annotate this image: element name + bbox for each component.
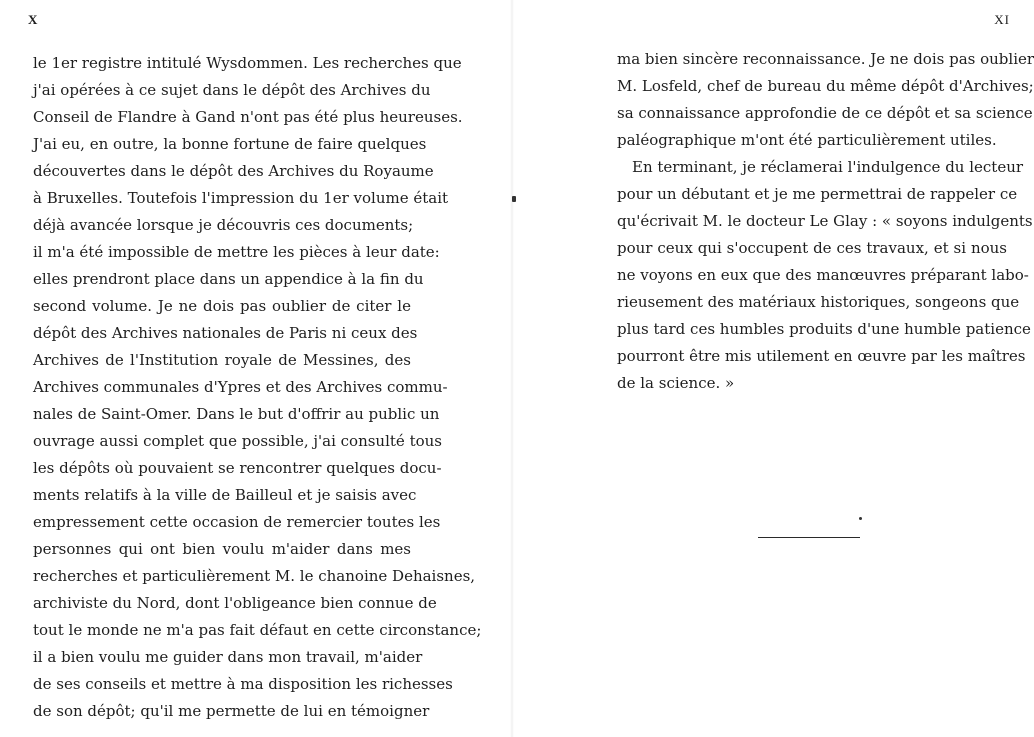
left-page-text (33, 50, 482, 725)
text-line: Conseil de Flandre à Gand n'ont pas été plus heureuses. (33, 108, 463, 126)
text-line: pourront être mis utilement en œuvre par les maîtres (617, 347, 1026, 365)
text-line: il a bien voulu me guider dans mon travail, m'aider (33, 648, 423, 666)
text-line: elles prendront place dans un appendice à la fin du (33, 270, 424, 288)
text-line: archiviste du Nord, dont l'obligeance bien connue de (33, 594, 437, 612)
right-page (512, 0, 1034, 737)
text-line: recherches et particulièrement M. le chanoine Dehaisnes, (33, 567, 476, 585)
text-line: les dépôts où pouvaient se rencontrer quelques docu- (33, 459, 442, 477)
text-line: ouvrage aussi complet que possible, j'ai consulté tous (33, 432, 442, 450)
end-rule (758, 537, 860, 538)
text-line: empressement cette occasion de remercier toutes les (33, 513, 441, 531)
text-line: déjà avancée lorsque je découvris ces documents; (33, 216, 414, 234)
text-line: rieusement des matériaux historiques, songeons que (617, 293, 1020, 311)
text-line: de la science. » (617, 374, 735, 392)
text-line: plus tard ces humbles produits d'une humble patience (617, 320, 1031, 338)
right-page-text (617, 46, 1034, 397)
text-line: personnes qui ont bien voulu m'aider dans mes (33, 540, 411, 558)
ink-speck (512, 196, 516, 202)
text-line: paléographique m'ont été particulièrement utiles. (617, 131, 997, 149)
text-line: découvertes dans le dépôt des Archives du Royaume (33, 162, 434, 180)
text-line: second volume. Je ne dois pas oublier de citer le (33, 297, 411, 315)
text-line: Archives communales d'Ypres et des Archives commu- (33, 378, 448, 396)
left-page-folio: X (28, 12, 39, 27)
ink-speck (859, 517, 862, 520)
left-page (0, 0, 512, 737)
text-line: j'ai opérées à ce sujet dans le dépôt des Archives du (33, 81, 431, 99)
text-line: M. Losfeld, chef de bureau du même dépôt d'Archives; (617, 77, 1034, 95)
text-line: à Bruxelles. Toutefois l'impression du 1er volume était (33, 189, 449, 207)
text-line: pour ceux qui s'occupent de ces travaux, et si nous (617, 239, 1007, 257)
text-line: sa connaissance approfondie de ce dépôt et sa science (617, 104, 1033, 122)
text-line: dépôt des Archives nationales de Paris ni ceux des (33, 324, 418, 342)
text-line: En terminant, je réclamerai l'indulgence du lecteur (632, 158, 1024, 176)
text-line: qu'écrivait M. le docteur Le Glay : « soyons indulgents (617, 212, 1033, 230)
text-line: le 1er registre intitulé Wysdommen. Les recherches que (33, 54, 462, 72)
text-line: pour un débutant et je me permettrai de rappeler ce (617, 185, 1018, 203)
text-line: J'ai eu, en outre, la bonne fortune de faire quelques (33, 135, 427, 153)
text-line: ma bien sincère reconnaissance. Je ne dois pas oublier (617, 50, 1034, 68)
text-line: de ses conseils et mettre à ma disposition les richesses (33, 675, 453, 693)
text-line: nales de Saint-Omer. Dans le but d'offrir au public un (33, 405, 440, 423)
text-line: ne voyons en eux que des manœuvres préparant labo- (617, 266, 1029, 284)
right-page-folio: XI (994, 12, 1010, 27)
text-line: tout le monde ne m'a pas fait défaut en cette circonstance; (33, 621, 482, 639)
text-line: ments relatifs à la ville de Bailleul et je saisis avec (33, 486, 417, 504)
text-line: Archives de l'Institution royale de Messines, des (33, 351, 411, 369)
text-line: il m'a été impossible de mettre les pièces à leur date: (33, 243, 440, 261)
text-line: de son dépôt; qu'il me permette de lui en témoigner (33, 702, 430, 720)
